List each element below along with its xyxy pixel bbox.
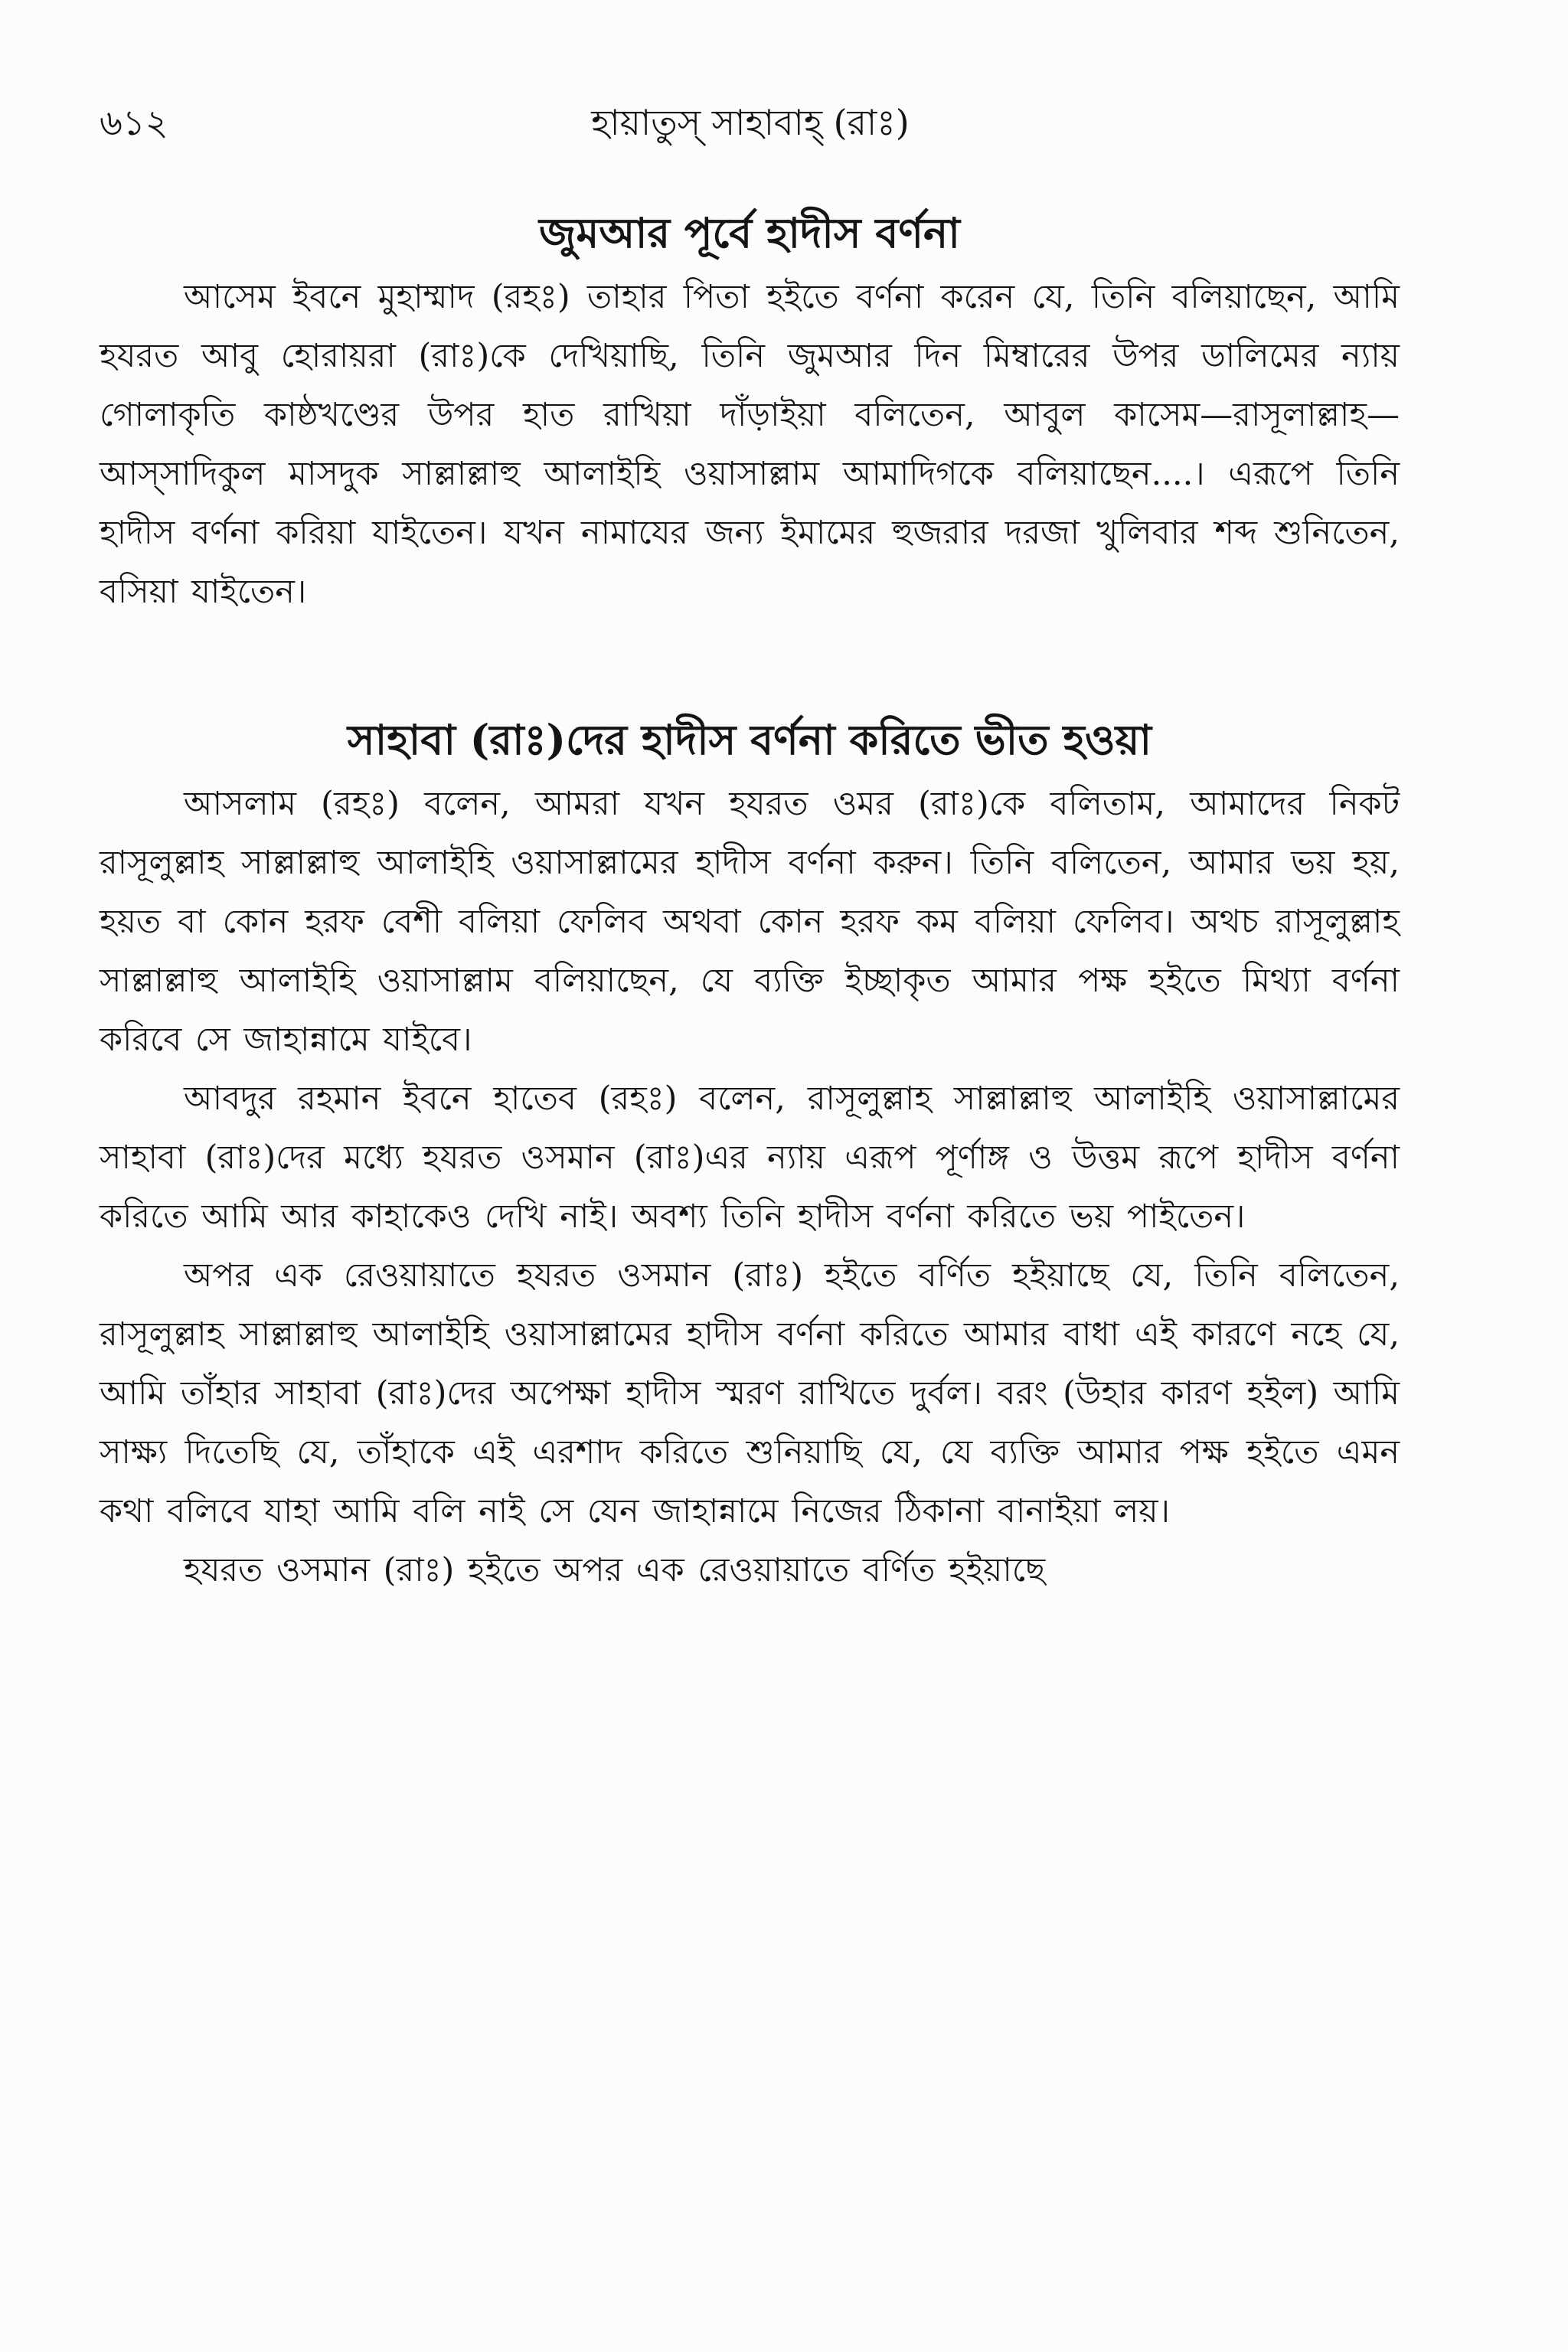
section-heading: জুমআর পূর্বে হাদীস বর্ণনা <box>539 208 960 257</box>
paragraph: আসলাম (রহঃ) বলেন, আমরা যখন হযরত ওমর (রাঃ)কে বলিতাম, আমাদের নিকট রাসূলুল্লাহ সাল্লাল্লাহু আলাইহি ওয়াসাল্লামের হাদীস বর্ণনা করুন। তিনি বলিতেন, আমার ভয় হয়, হয়ত বা কোন হরফ বেশী বলিয়া ফেলিব অথবা কোন হরফ কম বলিয়া ফেলিব। অথচ রাসূলুল্লাহ সাল্লাল্লাহু আলাইহি ওয়াসাল্লাম বলিয়াছেন, যে ব্যক্তি ইচ্ছাকৃত আমার পক্ষ হইতে মিথ্যা বর্ণনা করিবে সে জাহান্নামে যাইবে। <box>100 785 1400 1059</box>
paragraph: হযরত ওসমান (রাঃ) হইতে অপর এক রেওয়ায়াতে বর্ণিত হইয়াছে <box>184 1551 1046 1589</box>
page-number: ৬১২ <box>100 102 168 143</box>
paragraph: আসেম ইবনে মুহাম্মাদ (রহঃ) তাহার পিতা হইতে বর্ণনা করেন যে, তিনি বলিয়াছেন, আমি হযরত আবু হোরায়রা (রাঃ)কে দেখিয়াছি, তিনি জুমআর দিন মিম্বারের উপর ডালিমের ন্যায় গোলাকৃতি কাষ্ঠখণ্ডের উপর হাত রাখিয়া দাঁড়াইয়া বলিতেন, আবুল কাসেম—রাসূলাল্লাহ—আস্‌সাদিকুল মাসদুক সাল্লাল্লাহু আলাইহি ওয়াসাল্লাম আমাদিগকে বলিয়াছেন....। এরূপে তিনি হাদীস বর্ণনা করিয়া যাইতেন। যখন নামাযের জন্য ইমামের হুজরার দরজা খুলিবার শব্দ শুনিতেন, বসিয়া যাইতেন। <box>100 278 1400 611</box>
section-heading: সাহাবা (রাঃ)দের হাদীস বর্ণনা করিতে ভীত হওয়া <box>347 715 1152 764</box>
page-body <box>100 201 1400 1600</box>
running-header <box>100 100 1401 161</box>
paragraph: অপর এক রেওয়ায়াতে হযরত ওসমান (রাঃ) হইতে বর্ণিত হইয়াছে যে, তিনি বলিতেন, রাসূলুল্লাহ সাল্লাল্লাহু আলাইহি ওয়াসাল্লামের হাদীস বর্ণনা করিতে আমার বাধা এই কারণে নহে যে, আমি তাঁহার সাহাবা (রাঃ)দের অপেক্ষা হাদীস স্মরণ রাখিতে দুর্বল। বরং (উহার কারণ হইল) আমি সাক্ষ্য দিতেছি যে, তাঁহাকে এই এরশাদ করিতে শুনিয়াছি যে, যে ব্যক্তি আমার পক্ষ হইতে এমন কথা বলিবে যাহা আমি বলি নাই সে যেন জাহান্নামে নিজের ঠিকানা বানাইয়া লয়। <box>100 1256 1400 1530</box>
book-title: হায়াতুস্ সাহাবাহ্ (রাঃ) <box>591 102 910 143</box>
paragraph: আবদুর রহমান ইবনে হাতেব (রহঃ) বলেন, রাসূলুল্লাহ সাল্লাল্লাহু আলাইহি ওয়াসাল্লামের সাহাবা (রাঃ)দের মধ্যে হযরত ওসমান (রাঃ)এর ন্যায় এরূপ পূর্ণাঙ্গ ও উত্তম রূপে হাদীস বর্ণনা করিতে আমি আর কাহাকেও দেখি নাই। অবশ্য তিনি হাদীস বর্ণনা করিতে ভয় পাইতেন। <box>100 1080 1400 1236</box>
